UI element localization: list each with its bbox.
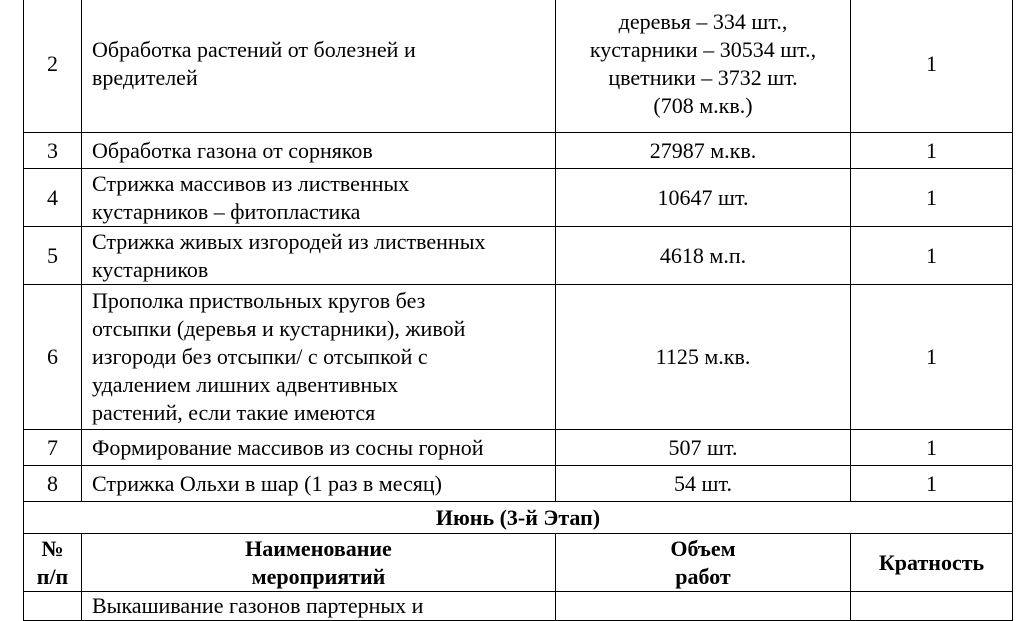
header-row <box>24 534 1013 592</box>
row-number: 3 <box>24 133 82 169</box>
work-name: Стрижка массивов из лиственных кустарников – фитопластика <box>82 169 556 227</box>
table-row <box>24 466 1013 502</box>
work-name: Стрижка Ольхи в шар (1 раз в месяц) <box>82 466 556 502</box>
header-num: № п/п <box>24 534 82 592</box>
work-multiplicity: 1 <box>851 0 1013 133</box>
table-row <box>24 227 1013 285</box>
table-row <box>24 430 1013 466</box>
work-volume: 54 шт. <box>556 466 851 502</box>
stage-title-row <box>24 502 1013 534</box>
work-volume: 4618 м.п. <box>556 227 851 285</box>
row-number: 6 <box>24 285 82 430</box>
stage-title: Июнь (3-й Этап) <box>24 502 1013 534</box>
work-name: Выкашивание газонов партерных и <box>82 592 556 621</box>
work-name: Стрижка живых изгородей из лиственных кустарников <box>82 227 556 285</box>
work-volume <box>556 592 851 621</box>
work-name: Прополка приствольных кругов без отсыпки (деревья и кустарники), живой изгороди без отсыпки/ с отсыпкой с удалением лишних адвентивных растений, если такие имеются <box>82 285 556 430</box>
table-row <box>24 285 1013 430</box>
row-number <box>24 592 82 621</box>
row-number: 5 <box>24 227 82 285</box>
row-number: 7 <box>24 430 82 466</box>
row-number: 8 <box>24 466 82 502</box>
work-multiplicity <box>851 592 1013 621</box>
work-multiplicity: 1 <box>851 169 1013 227</box>
table-row <box>24 592 1013 621</box>
row-number: 4 <box>24 169 82 227</box>
work-name: Обработка газона от сорняков <box>82 133 556 169</box>
table-row <box>24 169 1013 227</box>
work-name: Обработка растений от болезней и вредителей <box>82 0 556 133</box>
table-row <box>24 133 1013 169</box>
work-multiplicity: 1 <box>851 133 1013 169</box>
work-multiplicity: 1 <box>851 430 1013 466</box>
work-name: Формирование массивов из сосны горной <box>82 430 556 466</box>
header-volume: Объем работ <box>556 534 851 592</box>
work-volume: 1125 м.кв. <box>556 285 851 430</box>
work-volume: 10647 шт. <box>556 169 851 227</box>
work-multiplicity: 1 <box>851 466 1013 502</box>
row-number: 2 <box>24 0 82 133</box>
table-row <box>24 0 1013 133</box>
work-volume: 507 шт. <box>556 430 851 466</box>
header-multiplicity: Кратность <box>851 534 1013 592</box>
work-multiplicity: 1 <box>851 285 1013 430</box>
works-table <box>23 0 1013 621</box>
work-multiplicity: 1 <box>851 227 1013 285</box>
work-volume: 27987 м.кв. <box>556 133 851 169</box>
work-volume: деревья – 334 шт., кустарники – 30534 шт., цветники – 3732 шт. (708 м.кв.) <box>556 0 851 133</box>
header-name: Наименование мероприятий <box>82 534 556 592</box>
